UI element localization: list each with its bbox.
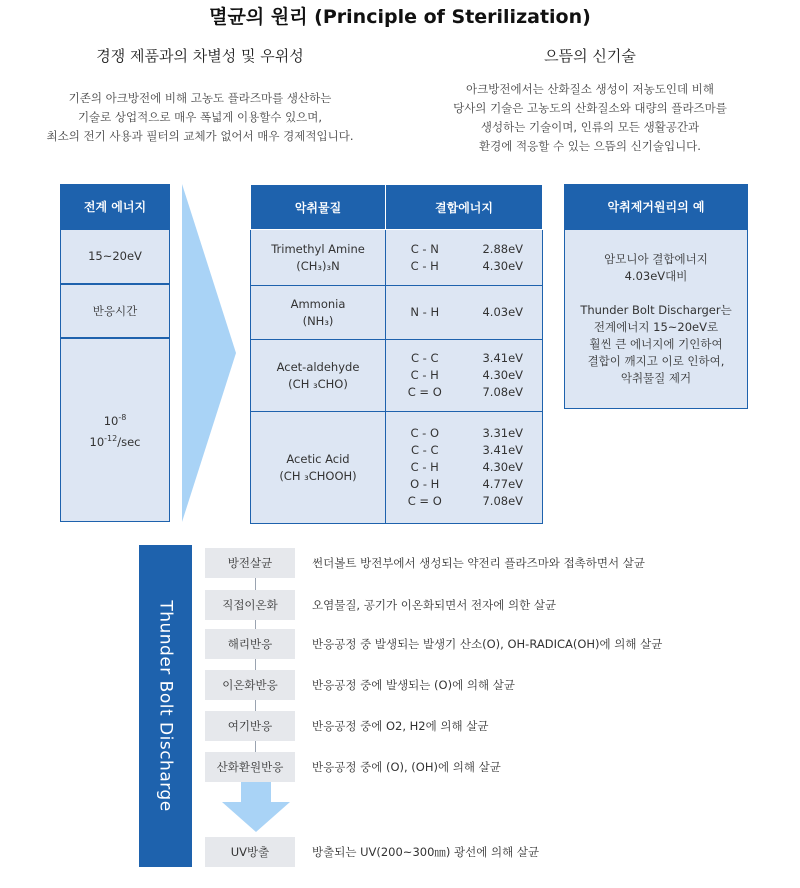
energy-list: 2.88eV 4.30eV [464,230,543,286]
step-desc: 반응공정 중에 발생되는 (O)에 의해 살균 [312,678,515,692]
thunder-bolt-label: Thunder Bolt Discharge [139,545,192,867]
step-desc: 반응공정 중에 O2, H2에 의해 살균 [312,719,489,733]
energy-header: 전계 에너지 [60,184,170,229]
right-paragraph [420,80,760,156]
example-line: 악취물질 제거 [620,371,692,385]
step-desc: 반응공정 중에 (O), (OH)에 의해 살균 [312,760,501,774]
left-line: 기존의 아크방전에 비해 고농도 플라즈마를 생산하는 [68,91,332,105]
example-line: 암모니아 결합에너지 [604,252,708,266]
left-paragraph [20,89,380,146]
substance-name: Trimethyl Amine (CH₃)₃N [251,230,386,286]
energy-list: 4.03eV [464,286,543,340]
left-line: 최소의 전기 사용과 필터의 교체가 없어서 매우 경제적입니다. [46,129,354,143]
example-line: 전계에너지 15~20eV로 [593,320,719,334]
step-label-uv: UV방출 [205,837,295,867]
bond-list: C - N C - H [386,230,464,286]
bond-list: N - H [386,286,464,340]
energy-value: 15~20eV [60,229,170,284]
example-header: 악취제거원리의 예 [564,184,748,229]
step-label: 산화환원반응 [205,752,295,782]
step-desc: 썬더볼트 방전부에서 생성되는 약전리 플라즈마와 접촉하면서 살균 [312,556,645,570]
col-bond-energy: 결합에너지 [386,185,543,230]
example-line: 4.03eV대비 [624,269,688,283]
substance-name: Acetic Acid (CH ₃CHOOH) [251,412,386,524]
step-label: 직접이온화 [205,590,295,620]
step-label: 이온화반응 [205,670,295,700]
col-odor-substance: 악취물질 [251,185,386,230]
odor-table-header [251,185,543,230]
bond-list: C - O C - C C - H O - H C = O [386,412,464,524]
step-label: 해리반응 [205,629,295,659]
right-line: 환경에 적응할 수 있는 으뜸의 신기술입니다. [479,139,701,153]
reaction-time-value [60,338,170,522]
left-line: 기술로 상업적으로 매우 폭넓게 이용할수 있으며, [77,110,323,124]
bond-list: C - C C - H C = O [386,340,464,412]
example-line: 결합이 깨지고 이로 인하여, [587,354,725,368]
table-row [251,230,543,286]
table-row [251,340,543,412]
substance-name: Ammonia (NH₃) [251,286,386,340]
step-label: 방전살균 [205,548,295,578]
reaction-time-label: 반응시간 [60,284,170,338]
table-row [251,286,543,340]
right-heading: 으뜸의 신기술 [544,47,636,65]
odor-table [250,184,543,524]
left-heading: 경쟁 제품과의 차별성 및 우위성 [96,47,304,65]
time-b: $10^{-12}/\sec$ [89,434,141,449]
example-body [564,229,748,409]
energy-list: 3.41eV 4.30eV 7.08eV [464,340,543,412]
right-line: 생성하는 기술이며, 인류의 모든 생활공간과 [480,120,700,134]
right-line: 당사의 기술은 고농도의 산화질소와 대량의 플라즈마를 [453,101,727,115]
energy-list: 3.31eV 3.41eV 4.30eV 4.77eV 7.08eV [464,412,543,524]
step-desc-uv: 방출되는 UV(200~300㎚) 광선에 의해 살균 [312,845,540,859]
page-title: 멸균의 원리 (Principle of Sterilization) [209,6,591,28]
step-label: 여기반응 [205,711,295,741]
table-row [251,412,543,524]
substance-name: Acet-aldehyde (CH ₃CHO) [251,340,386,412]
step-desc: 오염물질, 공기가 이온화되면서 전자에 의한 살균 [312,598,557,612]
example-line: Thunder Bolt Discharger는 [580,303,732,317]
step-desc: 반응공정 중 발생되는 발생기 산소(O), OH-RADICA(OH)에 의해 살균 [312,637,663,651]
right-line: 아크방전에서는 산화질소 생성이 저농도인데 비해 [466,82,714,96]
example-line: 훨씬 큰 에너지에 기인하여 [589,337,723,351]
right-arrow-icon [182,184,238,522]
time-a: $10^{-8}$ [103,413,127,428]
down-arrow-icon [222,778,290,834]
